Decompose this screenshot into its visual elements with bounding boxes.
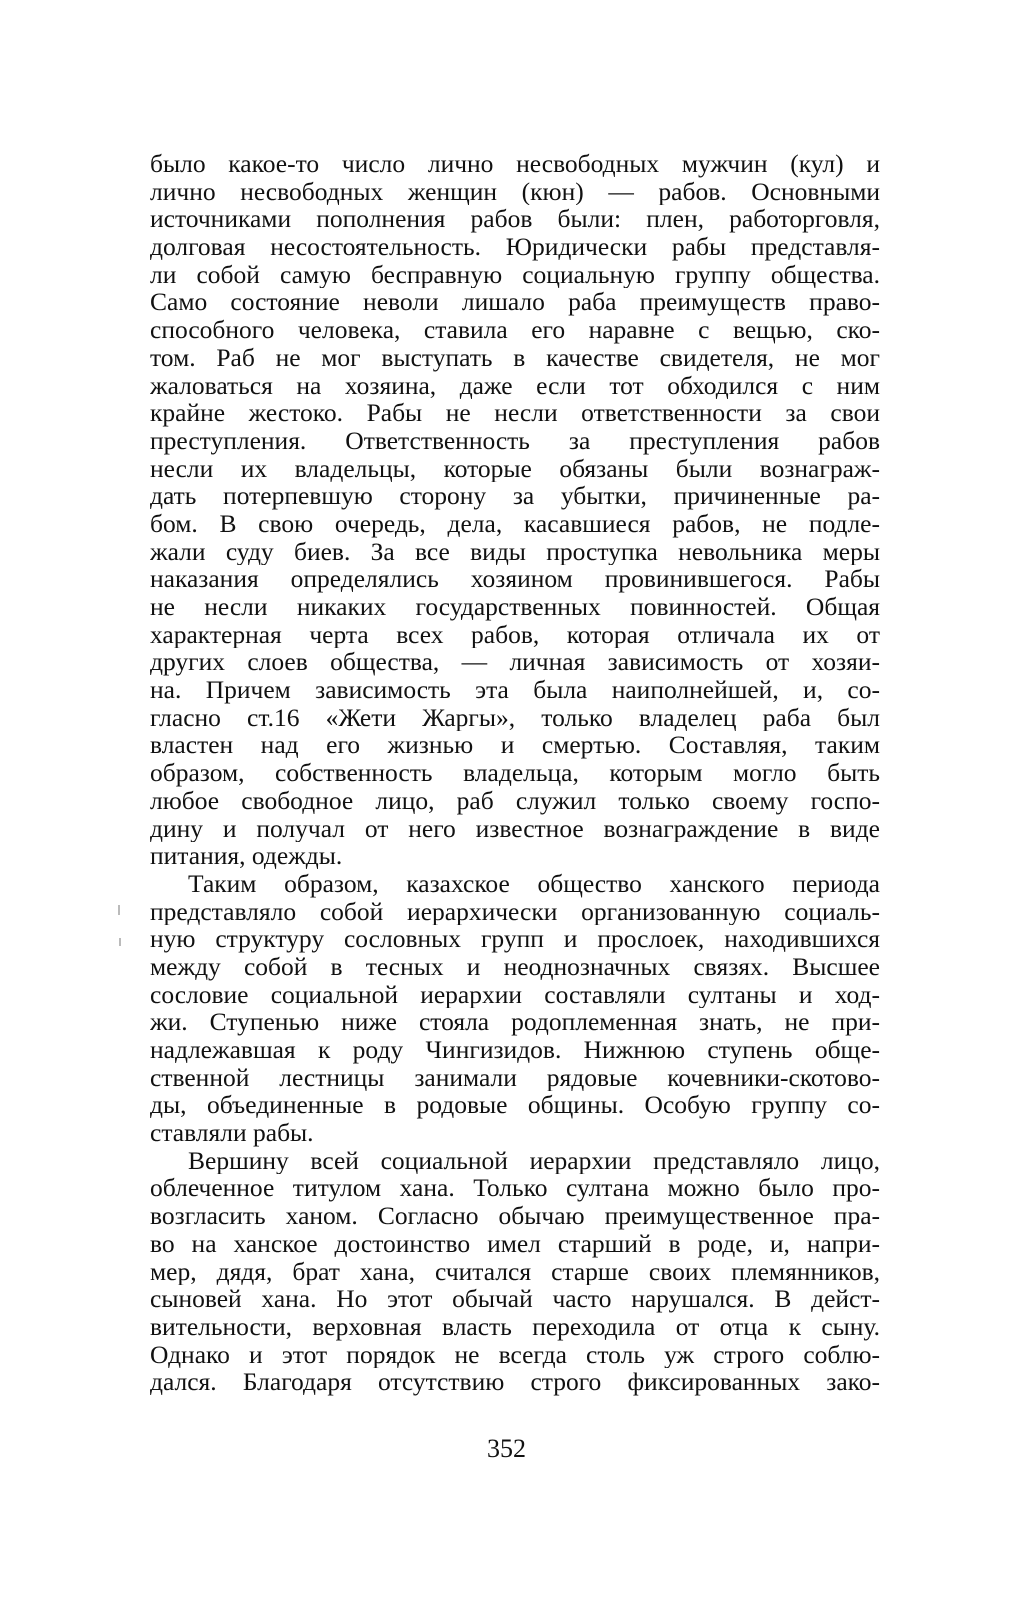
text-line: жали суду биев. За все виды проступка невольника меры [150,537,880,566]
text-line: сословие социальной иерархии составляли султаны и ход- [150,980,880,1009]
text-line: ную структуру сословных групп и прослоек, находившихся [150,925,880,953]
text-line: источниками пополнения рабов были: плен, работорговля, [150,205,880,234]
text-line: том. Раб не мог выступать в качестве свидетеля, не мог [150,343,880,372]
text-line: лично несвободных женщин (кюн) — рабов. Основными [150,177,880,206]
text-line: Однако и этот порядок не всегда столь уж строго соблю- [150,1340,880,1369]
text-line: ставляли рабы. [150,1119,314,1147]
text-line: долговая несостоятельность. Юридически рабы представля- [150,233,880,261]
text-line: ды, объединенные в родовые общины. Особую группу со- [150,1091,880,1120]
text-line: было какое-то число лично несвободных мужчин (кул) и [150,150,880,178]
text-line: жи. Ступенью ниже стояла родоплеменная знать, не при- [150,1008,880,1036]
text-line: крайне жестоко. Рабы не несли ответственности за свои [150,399,880,427]
text-line: между собой в тесных и неоднозначных связях. Высшее [150,952,880,981]
text-line: несли их владельцы, которые обязаны были вознаграж- [150,454,880,483]
paragraph [150,870,880,1147]
text-line: дину и получал от него известное вознаграждение в виде [150,814,880,843]
text-line: Само состояние неволи лишало раба преимуществ право- [150,288,880,317]
page-body [150,150,880,1396]
text-line: Вершину всей социальной иерархии представляло лицо, [188,1146,880,1175]
text-line: на. Причем зависимость эта была наиполнейшей, и, со- [150,676,880,704]
text-line: жаловаться на хозяина, даже если тот обходился с ним [150,371,880,400]
text-line: дать потерпевшую сторону за убытки, причиненные ра- [150,482,880,510]
text-line: образом, собственность владельца, которым могло быть [150,759,880,787]
text-line: ственной лестницы занимали рядовые кочевники-скотово- [150,1063,880,1092]
text-line: дался. Благодаря отсутствию строго фиксированных зако- [150,1368,880,1396]
text-line: не несли никаких государственных повинностей. Общая [150,593,880,621]
text-line: облеченное титулом хана. Только султана можно было про- [150,1174,880,1203]
text-line: Таким образом, казахское общество ханского периода [188,869,880,898]
text-line: властен над его жизнью и смертью. Составляя, таким [150,731,880,760]
margin-mark [118,905,120,915]
text-line: вительности, верховная власть переходила от отца к сыну. [150,1312,880,1341]
text-line: наказания определялись хозяином провинившегося. Рабы [150,565,880,593]
text-line: характерная черта всех рабов, которая отличала их от [150,620,880,649]
text-line: мер, дядя, брат хана, считался старше своих племянников, [150,1257,880,1286]
text-line: ли собой самую бесправную социальную группу общества. [150,260,880,289]
margin-mark [119,938,121,946]
text-line: питания, одежды. [150,842,343,870]
text-line: сыновей хана. Но этот обычай часто нарушался. В дейст- [150,1285,880,1313]
paragraph [150,150,880,870]
text-line: возгласить ханом. Согласно обычаю преимущественное пра- [150,1202,880,1230]
text-line: бом. В свою очередь, дела, касавшиеся рабов, не подле- [150,509,880,538]
page-number: 352 [487,1434,526,1463]
text-line: надлежавшая к роду Чингизидов. Нижнюю ступень обще- [150,1036,880,1064]
text-line: гласно ст.16 «Жети Жаргы», только владелец раба был [150,703,880,732]
text-line: во на ханское достоинство имел старший в роде, и, напри- [150,1229,880,1258]
text-line: способного человека, ставила его наравне с вещью, ско- [150,316,880,344]
text-line: преступления. Ответственность за преступления рабов [150,426,880,455]
text-line: других слоев общества, — личная зависимость от хозяи- [150,648,880,677]
text-line: любое свободное лицо, раб служил только своему госпо- [150,786,880,815]
text-line: представляло собой иерархически организованную социаль- [150,897,880,926]
paragraph [150,1147,880,1396]
